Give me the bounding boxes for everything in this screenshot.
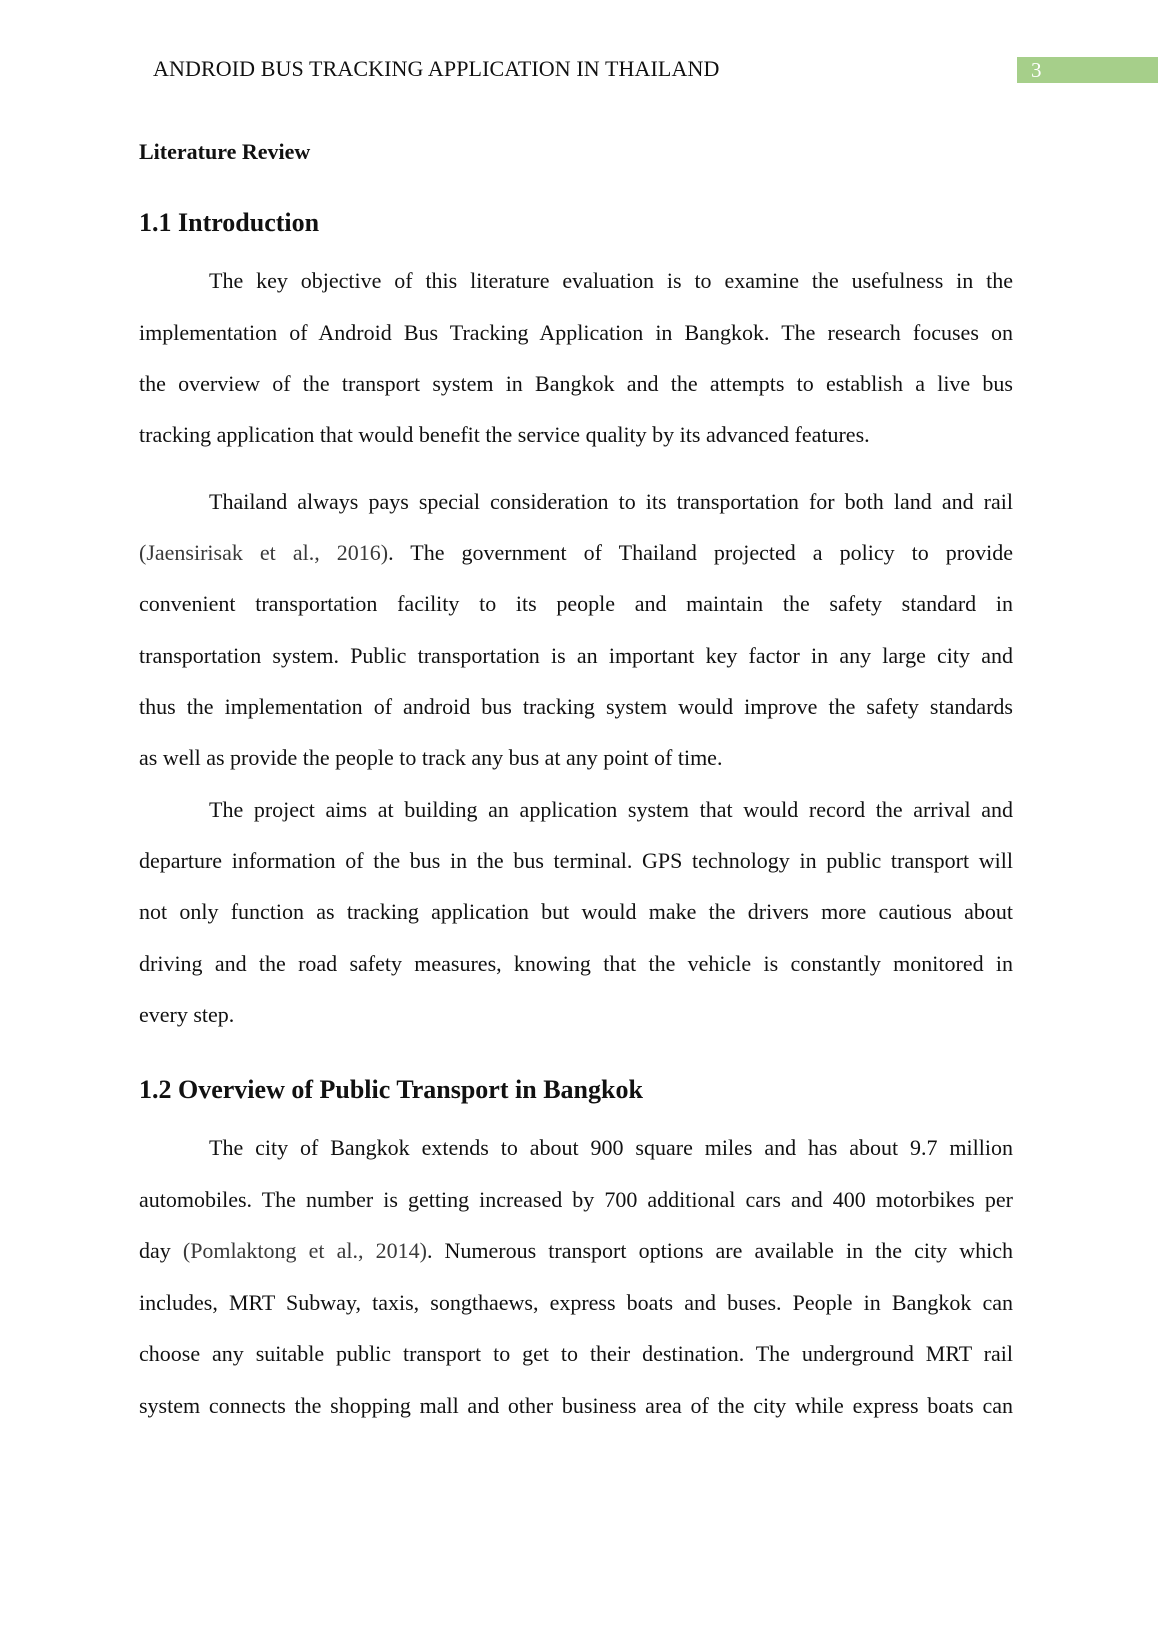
- text-line: transportation system. Public transportation is an important key factor in any large city and: [139, 643, 1013, 668]
- text-line: every step.: [139, 1002, 235, 1027]
- text-line: choose any suitable public transport to get to their destination. The underground MRT rail: [139, 1341, 1013, 1366]
- text-line: as well as provide the people to track any bus at any point of time.: [139, 745, 723, 770]
- text-fragment: . Numerous transport options are available in the city which: [426, 1238, 1014, 1263]
- page-number-badge: [1017, 57, 1158, 83]
- text-line-with-citation: [139, 539, 1013, 567]
- text-line: The city of Bangkok extends to about 900 square miles and has about 9.7 million: [209, 1135, 1013, 1160]
- text-line: The key objective of this literature evaluation is to examine the usefulness in the: [209, 268, 1013, 293]
- text-fragment: . The government of Thailand projected a policy to provide: [388, 540, 1014, 565]
- text-line: The project aims at building an application system that would record the arrival and: [209, 797, 1013, 822]
- text-line-with-citation: [139, 1237, 1013, 1265]
- heading-overview-public-transport: 1.2 Overview of Public Transport in Bangkok: [139, 1075, 643, 1104]
- text-line: Thailand always pays special consideration to its transportation for both land and rail: [209, 489, 1013, 514]
- page-number: 3: [1031, 58, 1042, 82]
- heading-introduction: 1.1 Introduction: [139, 208, 320, 237]
- text-line: not only function as tracking application but would make the drivers more cautious about: [139, 899, 1013, 924]
- text-line: departure information of the bus in the bus terminal. GPS technology in public transport will: [139, 848, 1013, 873]
- citation-jaensirisak: (Jaensirisak et al., 2016): [139, 540, 389, 565]
- citation-pomlaktong: (Pomlaktong et al., 2014): [182, 1238, 427, 1263]
- text-line: automobiles. The number is getting increased by 700 additional cars and 400 motorbikes per: [139, 1187, 1013, 1212]
- text-fragment: day: [139, 1238, 183, 1263]
- text-line: driving and the road safety measures, knowing that the vehicle is constantly monitored in: [139, 951, 1013, 976]
- text-line: includes, MRT Subway, taxis, songthaews, express boats and buses. People in Bangkok can: [139, 1290, 1013, 1315]
- text-line: thus the implementation of android bus tracking system would improve the safety standards: [139, 694, 1013, 719]
- text-line: convenient transportation facility to its people and maintain the safety standard in: [139, 591, 1013, 616]
- section-title: Literature Review: [139, 139, 311, 164]
- text-line: implementation of Android Bus Tracking Application in Bangkok. The research focuses on: [139, 320, 1013, 345]
- text-line: system connects the shopping mall and other business area of the city while express boats can: [139, 1393, 1013, 1418]
- text-line: the overview of the transport system in Bangkok and the attempts to establish a live bus: [139, 371, 1013, 396]
- running-header-title: ANDROID BUS TRACKING APPLICATION IN THAILAND: [153, 56, 720, 81]
- text-line: tracking application that would benefit the service quality by its advanced features.: [139, 422, 870, 447]
